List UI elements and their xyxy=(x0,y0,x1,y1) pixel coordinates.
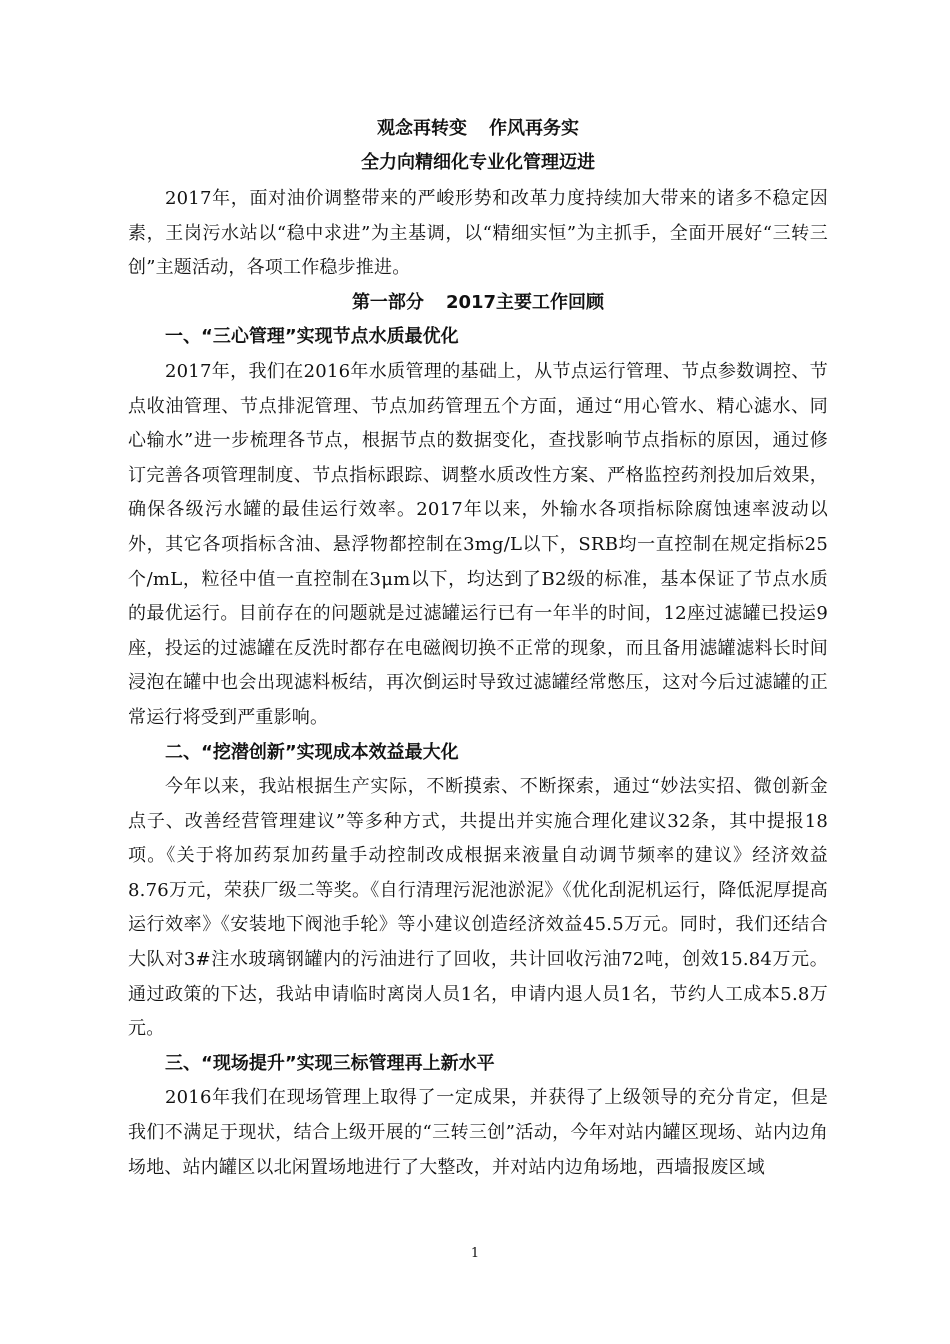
document-body xyxy=(128,112,828,1185)
document-title-line1 xyxy=(128,112,828,146)
section-2-body: 今年以来，我站根据生产实际，不断摸索、不断探索，通过“妙法实招、微创新金点子、改善经营管理建议”等多种方式，共提出并实施合理化建议32条，其中提报18项。《关于将加药泵加药量手动控制改成根据来液量自动调节频率的建议》经济效益8.76万元，荣获厂级二等奖。《自行清理污泥池淤泥》《优化刮泥机运行，降低泥厚提高运行效率》《安装地下阀池手轮》等小建议创造经济效益45.5万元。同时，我们还结合大队对3#注水玻璃钢罐内的污油进行了回收，共计回收污油72吨，创效15.84万元。通过政策的下达，我站申请临时离岗人员1名，申请内退人员1名，节约人工成本5.8万元。 xyxy=(128,776,828,1040)
section-3-body: 2016年我们在现场管理上取得了一定成果，并获得了上级领导的充分肯定，但是我们不满足于现状，结合上级开展的“三转三创”活动，今年对站内罐区现场、站内边角场地、站内罐区以北闲置场地进行了大整改，并对站内边角场地，西墙报废区域 xyxy=(128,1087,828,1178)
title-part1: 观念再转变 xyxy=(377,118,467,139)
part1-title xyxy=(128,286,828,321)
title-part2: 作风再务实 xyxy=(489,118,579,139)
part1-label: 第一部分 xyxy=(351,291,424,313)
section-1-heading: 一、“三心管理”实现节点水质最优化 xyxy=(165,326,459,348)
section-2-heading: 二、“挖潜创新”实现成本效益最大化 xyxy=(165,741,459,763)
intro-paragraph: 2017年，面对油价调整带来的严峻形势和改革力度持续加大带来的诸多不稳定因素，王岗污水站以“稳中求进”为主基调，以“精细实恒”为主抓手，全面开展好“三转三创”主题活动，各项工作稳步推进。 xyxy=(128,188,828,279)
document-title-line2: 全力向精细化专业化管理迈进 xyxy=(361,152,595,173)
page-number: 1 xyxy=(470,1246,480,1261)
section-1-body: 2017年，我们在2016年水质管理的基础上，从节点运行管理、节点参数调控、节点收油管理、节点排泥管理、节点加药管理五个方面，通过“用心管水、精心滤水、同心输水”进一步梳理各节点，根据节点的数据变化，查找影响节点指标的原因，通过修订完善各项管理制度、节点指标跟踪、调整水质改性方案、严格监控药剂投加后效果，确保各级污水罐的最佳运行效率。2017年以来，外输水各项指标除腐蚀速率波动以外，其它各项指标含油、悬浮物都控制在3mg/L以下，SRB均一直控制在规定指标25个/mL，粒径中值一直控制在3μm以下，均达到了B2级的标准，基本保证了节点水质的最优运行。目前存在的问题就是过滤罐运行已有一年半的时间，12座过滤罐已投运9座，投运的过滤罐在反洗时都存在电磁阀切换不正常的现象，而且备用滤罐滤料长时间浸泡在罐中也会出现滤料板结，再次倒运时导致过滤罐经常憋压，这对今后过滤罐的正常运行将受到严重影响。 xyxy=(128,360,828,728)
part1-title-text: 2017主要工作回顾 xyxy=(445,291,605,313)
section-3-heading: 三、“现场提升”实现三标管理再上新水平 xyxy=(165,1052,495,1074)
